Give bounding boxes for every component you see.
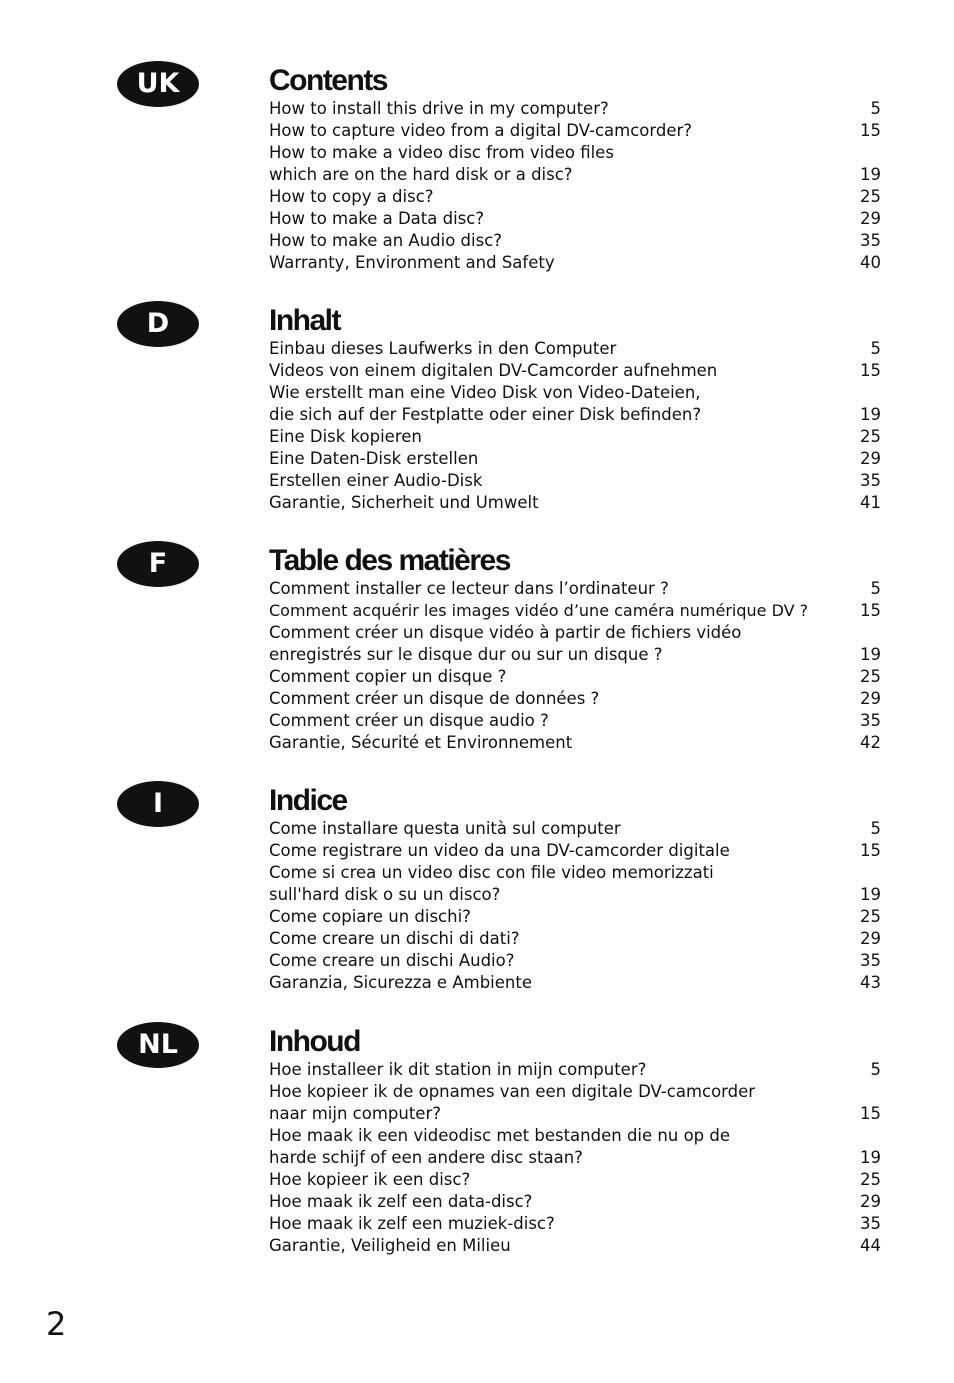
toc-entry-page: 19 [860, 405, 881, 424]
toc-entry[interactable] [269, 186, 881, 208]
toc-entry-text: Garantie, Sécurité et Environnement [269, 733, 573, 752]
toc-entry-text: Comment acquérir les images vidéo d’une caméra numérique DV ? [269, 601, 809, 620]
toc-entry-text: which are on the hard disk or a disc? [269, 165, 573, 184]
toc-entry-page: 43 [860, 973, 881, 992]
toc-entry[interactable] [269, 208, 881, 230]
toc-list-f [269, 578, 881, 754]
toc-entry-text: Videos von einem digitalen DV-Camcorder aufnehmen [269, 361, 718, 380]
toc-entry-text: enregistrés sur le disque dur ou sur un disque ? [269, 645, 663, 664]
toc-entry-page: 29 [860, 689, 881, 708]
toc-entry-page: 5 [870, 339, 881, 358]
toc-entry[interactable] [269, 1169, 881, 1191]
toc-entry-page: 5 [870, 1060, 881, 1079]
toc-entry[interactable] [269, 142, 881, 164]
toc-entry-text: Garantie, Veiligheid en Milieu [269, 1236, 511, 1255]
toc-entry-text: Hoe maak ik een videodisc met bestanden die nu op de [269, 1126, 731, 1145]
toc-entry-text: Eine Daten-Disk erstellen [269, 449, 479, 468]
toc-entry-page: 25 [860, 1170, 881, 1189]
toc-entry-text: Hoe kopieer ik een disc? [269, 1170, 471, 1189]
toc-entry-page: 29 [860, 209, 881, 228]
toc-entry[interactable] [269, 840, 881, 862]
toc-entry[interactable] [269, 710, 881, 732]
toc-entry[interactable] [269, 98, 881, 120]
toc-entry-text: Come si crea un video disc con file video memorizzati [269, 863, 714, 882]
toc-entry-text: Hoe installeer ik dit station in mijn computer? [269, 1060, 647, 1079]
toc-entry[interactable] [269, 164, 881, 186]
section-title-inhalt: Inhalt [269, 304, 340, 337]
section-title-contents: Contents [269, 64, 387, 97]
toc-entry[interactable] [269, 688, 881, 710]
toc-entry-page: 35 [860, 951, 881, 970]
language-badge-uk: UK [117, 61, 199, 107]
toc-entry-text: Einbau dieses Laufwerks in den Computer [269, 339, 617, 358]
toc-entry-page: 15 [860, 121, 881, 140]
toc-entry-page: 35 [860, 711, 881, 730]
toc-entry-page: 5 [870, 579, 881, 598]
toc-entry[interactable] [269, 360, 881, 382]
toc-entry-page: 5 [870, 819, 881, 838]
toc-entry-page: 15 [860, 1104, 881, 1123]
toc-entry[interactable] [269, 230, 881, 252]
toc-entry-page: 29 [860, 1192, 881, 1211]
toc-entry[interactable] [269, 1235, 881, 1257]
toc-entry-text: How to make a video disc from video files [269, 143, 614, 162]
language-badge-f: F [117, 541, 199, 587]
toc-entry-text: How to copy a disc? [269, 187, 434, 206]
toc-entry-page: 15 [860, 361, 881, 380]
toc-entry[interactable] [269, 404, 881, 426]
toc-entry-text: Come registrare un video da una DV-camcorder digitale [269, 841, 730, 860]
toc-entry-page: 15 [860, 601, 881, 620]
toc-entry-text: How to capture video from a digital DV-camcorder? [269, 121, 693, 140]
toc-entry[interactable] [269, 252, 881, 274]
toc-entry-text: Hoe kopieer ik de opnames van een digitale DV-camcorder [269, 1082, 756, 1101]
language-badge-i: I [117, 781, 199, 827]
toc-entry[interactable] [269, 470, 881, 492]
toc-entry-page: 19 [860, 645, 881, 664]
toc-entry[interactable] [269, 884, 881, 906]
toc-entry-text: Garantie, Sicherheit und Umwelt [269, 493, 539, 512]
toc-entry-text: Comment installer ce lecteur dans l’ordinateur ? [269, 579, 669, 598]
toc-entry-text: Comment copier un disque ? [269, 667, 507, 686]
toc-entry-page: 19 [860, 885, 881, 904]
toc-entry-text: Come installare questa unità sul computer [269, 819, 621, 838]
toc-entry-page: 25 [860, 427, 881, 446]
toc-entry-text: How to install this drive in my computer? [269, 99, 609, 118]
toc-entry-text: Comment créer un disque de données ? [269, 689, 600, 708]
toc-entry-text: Garanzia, Sicurezza e Ambiente [269, 973, 532, 992]
toc-entry-text: Hoe maak ik zelf een data-disc? [269, 1192, 533, 1211]
toc-entry-text: die sich auf der Festplatte oder einer Disk befinden? [269, 405, 702, 424]
toc-entry[interactable] [269, 1191, 881, 1213]
toc-entry-text: Warranty, Environment and Safety [269, 253, 555, 272]
toc-entry[interactable] [269, 338, 881, 360]
toc-entry[interactable] [269, 972, 881, 994]
toc-entry[interactable] [269, 1103, 881, 1125]
toc-entry[interactable] [269, 1059, 881, 1081]
toc-entry-text: Erstellen einer Audio-Disk [269, 471, 483, 490]
toc-entry[interactable] [269, 644, 881, 666]
section-title-indice: Indice [269, 784, 347, 817]
page-number: 2 [46, 1305, 67, 1343]
toc-entry[interactable] [269, 906, 881, 928]
toc-list-uk [269, 98, 881, 274]
toc-entry-page: 42 [860, 733, 881, 752]
toc-entry[interactable] [269, 600, 881, 622]
toc-entry-text: harde schijf of een andere disc staan? [269, 1148, 583, 1167]
toc-entry[interactable] [269, 426, 881, 448]
toc-list-i [269, 818, 881, 994]
toc-entry-text: sull'hard disk o su un disco? [269, 885, 501, 904]
toc-entry-page: 44 [860, 1236, 881, 1255]
toc-entry[interactable] [269, 732, 881, 754]
toc-entry[interactable] [269, 492, 881, 514]
toc-entry-text: Wie erstellt man eine Video Disk von Video-Dateien, [269, 383, 701, 402]
toc-entry-text: Come creare un dischi di dati? [269, 929, 520, 948]
toc-entry[interactable] [269, 578, 881, 600]
toc-entry[interactable] [269, 928, 881, 950]
toc-entry-text: Hoe maak ik zelf een muziek-disc? [269, 1214, 555, 1233]
toc-entry-page: 29 [860, 929, 881, 948]
toc-entry-text: naar mijn computer? [269, 1104, 441, 1123]
toc-entry-text: How to make a Data disc? [269, 209, 485, 228]
toc-entry-page: 25 [860, 187, 881, 206]
toc-entry-page: 35 [860, 471, 881, 490]
toc-entry[interactable] [269, 862, 881, 884]
section-title-inhoud: Inhoud [269, 1025, 360, 1058]
toc-entry-page: 19 [860, 1148, 881, 1167]
toc-entry[interactable] [269, 120, 881, 142]
toc-entry-page: 25 [860, 907, 881, 926]
toc-entry-page: 15 [860, 841, 881, 860]
toc-entry-page: 40 [860, 253, 881, 272]
toc-entry[interactable] [269, 1125, 881, 1147]
toc-entry-text: Come copiare un dischi? [269, 907, 471, 926]
toc-list-d [269, 338, 881, 514]
toc-entry-text: Eine Disk kopieren [269, 427, 422, 446]
toc-entry-page: 35 [860, 231, 881, 250]
toc-entry[interactable] [269, 1081, 881, 1103]
toc-entry[interactable] [269, 1147, 881, 1169]
toc-entry[interactable] [269, 1213, 881, 1235]
language-badge-nl: NL [117, 1022, 199, 1068]
toc-entry-text: Comment créer un disque vidéo à partir de fichiers vidéo [269, 623, 742, 642]
toc-entry-page: 19 [860, 165, 881, 184]
toc-entry-page: 41 [860, 493, 881, 512]
toc-entry-text: How to make an Audio disc? [269, 231, 503, 250]
toc-entry-page: 25 [860, 667, 881, 686]
toc-entry[interactable] [269, 622, 881, 644]
toc-entry-page: 35 [860, 1214, 881, 1233]
toc-entry[interactable] [269, 448, 881, 470]
toc-entry-text: Comment créer un disque audio ? [269, 711, 549, 730]
toc-entry[interactable] [269, 950, 881, 972]
language-badge-d: D [117, 301, 199, 347]
toc-entry[interactable] [269, 666, 881, 688]
toc-entry[interactable] [269, 818, 881, 840]
toc-entry-page: 5 [870, 99, 881, 118]
section-title-table-des-matieres: Table des matières [269, 544, 510, 577]
toc-entry-page: 29 [860, 449, 881, 468]
toc-entry[interactable] [269, 382, 881, 404]
toc-list-nl [269, 1059, 881, 1257]
toc-entry-text: Come creare un dischi Audio? [269, 951, 515, 970]
